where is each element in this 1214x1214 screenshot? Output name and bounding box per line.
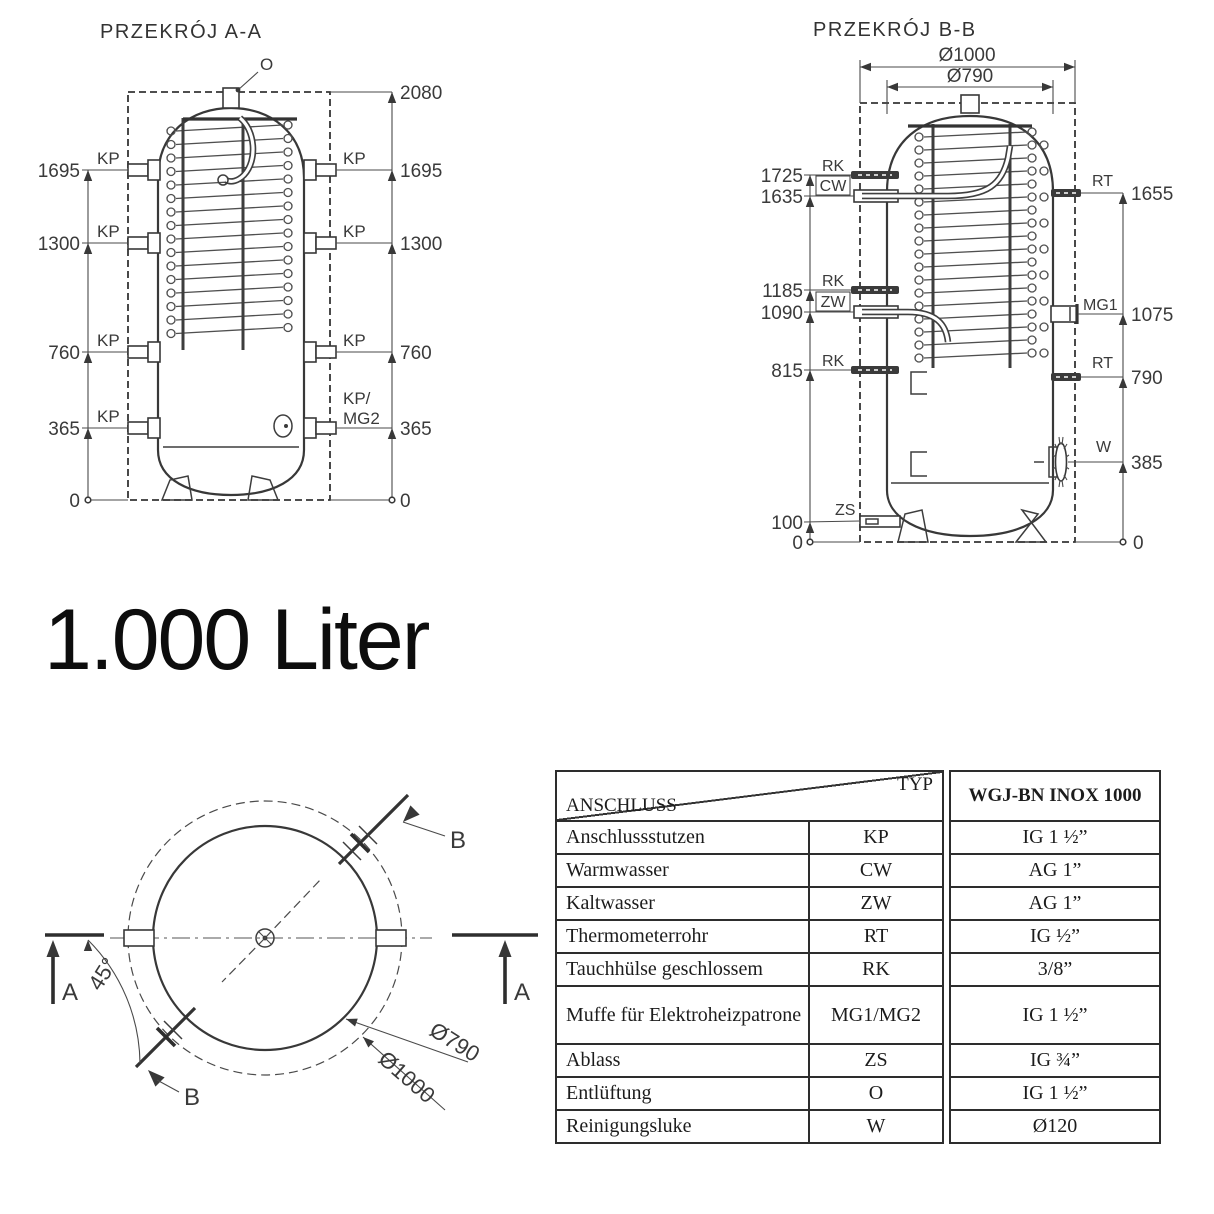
model-name: WGJ-BN INOX 1000: [950, 771, 1160, 821]
row-name: Anschlussstutzen: [556, 821, 809, 854]
section-bb-drawing: [745, 0, 1214, 580]
row-value: IG 1 ½”: [950, 821, 1160, 854]
flange-left: [124, 930, 154, 946]
dim-label: 1635: [760, 187, 803, 208]
row-code: W: [809, 1110, 943, 1143]
flange-right: [376, 930, 406, 946]
port-label: KP: [97, 222, 120, 241]
dim-label: 1695: [37, 161, 80, 182]
row-code: ZS: [809, 1044, 943, 1077]
spec-table-left: [555, 770, 944, 1144]
manhole: [1034, 437, 1069, 487]
dim-label: 760: [48, 343, 80, 364]
section-b-label: B: [450, 827, 467, 854]
port-label: KP: [97, 407, 120, 426]
sight-port: [274, 415, 292, 437]
port-label: RK: [822, 353, 845, 370]
dia-inner-label: Ø790: [425, 1017, 485, 1067]
row-code: RK: [809, 953, 943, 986]
row-name: Ablass: [556, 1044, 809, 1077]
table-row: [556, 986, 943, 1044]
row-name: Kaltwasser: [556, 887, 809, 920]
port-stub: [128, 342, 160, 362]
table-row: [556, 854, 943, 887]
dim-label: 0: [69, 491, 80, 512]
table-row: [556, 920, 943, 953]
table-row: [950, 854, 1160, 887]
sensor-pocket: [911, 372, 927, 394]
section-a-label: A: [514, 979, 531, 1006]
dim-label: 1300: [400, 234, 443, 255]
dim-label: 1655: [1131, 184, 1174, 205]
port-label: MG2: [343, 409, 380, 428]
port-stub: [304, 342, 336, 362]
left-dimension-chain: [38, 149, 128, 512]
mg1-stub: [1051, 304, 1077, 324]
section-a-marker-right: [452, 935, 538, 1006]
vent-fitting: [961, 95, 979, 113]
port-label: RT: [1092, 355, 1114, 372]
row-value: 3/8”: [950, 953, 1160, 986]
section-b-marker-top: [339, 795, 466, 864]
left-dimension-chain: [761, 158, 860, 554]
row-name: Entlüftung: [556, 1077, 809, 1110]
port-label: RT: [1092, 173, 1114, 190]
dim-label: 1695: [400, 161, 443, 182]
row-value: IG ½”: [950, 920, 1160, 953]
row-name: Warmwasser: [556, 854, 809, 887]
dim-label: 815: [771, 361, 803, 382]
port-label: ZW: [820, 294, 846, 311]
row-code: ZW: [809, 887, 943, 920]
table-row: [556, 887, 943, 920]
port-stub: [128, 160, 160, 180]
row-value: IG 1 ½”: [950, 986, 1160, 1044]
dia-outer-label: Ø1000: [938, 45, 996, 66]
table-row: [556, 1110, 943, 1143]
table-row: [556, 1077, 943, 1110]
angle-dimension: [83, 940, 140, 1063]
table-row: [950, 1110, 1160, 1143]
sensor-pocket: [911, 452, 927, 476]
row-name: Muffe für Elektroheizpatrone: [556, 986, 809, 1044]
sight-port-dot: [284, 424, 288, 428]
port-stub: [304, 160, 336, 180]
table-row: [950, 1044, 1160, 1077]
port-label: KP: [343, 222, 366, 241]
right-dimension-chain: [1068, 173, 1173, 554]
volume-heading: 1.000 Liter: [44, 592, 429, 688]
dim-label: 1090: [760, 303, 803, 324]
angle-label: 45°: [83, 953, 122, 995]
spec-table-right: [949, 770, 1161, 1144]
port-label: RK: [822, 158, 845, 175]
table-row: [556, 821, 943, 854]
spec-table: [555, 770, 1161, 1144]
dim-label: 790: [1131, 368, 1163, 389]
dim-label: 100: [771, 513, 803, 534]
dim-label: 385: [1131, 453, 1163, 474]
port-stub: [304, 233, 336, 253]
diag-centerline: [265, 878, 322, 938]
dim-label: 365: [48, 419, 80, 440]
row-name: Thermometerrohr: [556, 920, 809, 953]
row-name: Tauchhülse geschlossem: [556, 953, 809, 986]
table-header-diagonal: [556, 771, 943, 821]
heating-coil: [915, 128, 1048, 362]
table-row: [950, 1077, 1160, 1110]
vent-leader-dot: [236, 88, 241, 93]
dim-label: 2080: [400, 83, 443, 104]
port-stub: [128, 233, 160, 253]
dim-label: 760: [400, 343, 432, 364]
port-label: KP: [343, 149, 366, 168]
dim-label: 0: [792, 533, 803, 554]
dim-label: 1185: [762, 281, 803, 302]
table-row: [950, 986, 1160, 1044]
port-label: W: [1096, 439, 1112, 456]
dim-label: 365: [400, 419, 432, 440]
dim-label: 0: [1133, 533, 1144, 554]
table-row: [950, 887, 1160, 920]
heating-coil: [167, 121, 292, 338]
tank-leg: [248, 476, 278, 500]
row-code: O: [809, 1077, 943, 1110]
row-value: AG 1”: [950, 887, 1160, 920]
port-label: KP: [97, 331, 120, 350]
left-ports: [128, 160, 160, 438]
dim-label: 1725: [760, 166, 803, 187]
port-label: KP/: [343, 389, 371, 408]
row-value: AG 1”: [950, 854, 1160, 887]
port-stub: [304, 418, 336, 438]
port-label: RK: [822, 273, 845, 290]
vent-label: O: [260, 55, 274, 74]
section-bb-title: PRZEKRÓJ B-B: [813, 19, 977, 41]
port-label: MG1: [1083, 297, 1118, 314]
top-view-drawing: [30, 760, 560, 1170]
table-row: [950, 953, 1160, 986]
section-b-marker-bottom: [136, 1008, 200, 1111]
section-aa-drawing: [0, 0, 470, 570]
port-stub: [128, 418, 160, 438]
table-row: [556, 953, 943, 986]
table-row: [950, 920, 1160, 953]
row-code: CW: [809, 854, 943, 887]
zs-stub: [860, 516, 900, 527]
vent-leader: [238, 72, 258, 90]
dia-inner-label: Ø790: [946, 66, 994, 87]
port-label: CW: [819, 178, 847, 195]
table-row: [950, 821, 1160, 854]
section-aa-title: PRZEKRÓJ A-A: [100, 21, 263, 43]
right-ports: [304, 160, 336, 438]
header-typ: TYP: [897, 774, 933, 795]
dia-outer-label: Ø1000: [373, 1045, 440, 1109]
row-name: Reinigungsluke: [556, 1110, 809, 1143]
dim-label: 1300: [37, 234, 80, 255]
row-value: Ø120: [950, 1110, 1160, 1143]
table-row: [556, 1044, 943, 1077]
dim-label: 0: [400, 491, 411, 512]
port-label: ZS: [835, 502, 856, 519]
row-code: MG1/MG2: [809, 986, 943, 1044]
right-dimension-chain: [330, 83, 442, 512]
dim-label: 1075: [1131, 305, 1174, 326]
row-value: IG ¾”: [950, 1044, 1160, 1077]
row-value: IG 1 ½”: [950, 1077, 1160, 1110]
port-label: KP: [343, 331, 366, 350]
diameter-leaders: [345, 1015, 485, 1110]
section-b-label: B: [184, 1084, 201, 1111]
section-a-label: A: [62, 979, 79, 1006]
rt-stubs: [1051, 189, 1081, 381]
row-code: RT: [809, 920, 943, 953]
row-code: KP: [809, 821, 943, 854]
port-label: KP: [97, 149, 120, 168]
header-anschluss: ANSCHLUSS: [566, 795, 677, 816]
